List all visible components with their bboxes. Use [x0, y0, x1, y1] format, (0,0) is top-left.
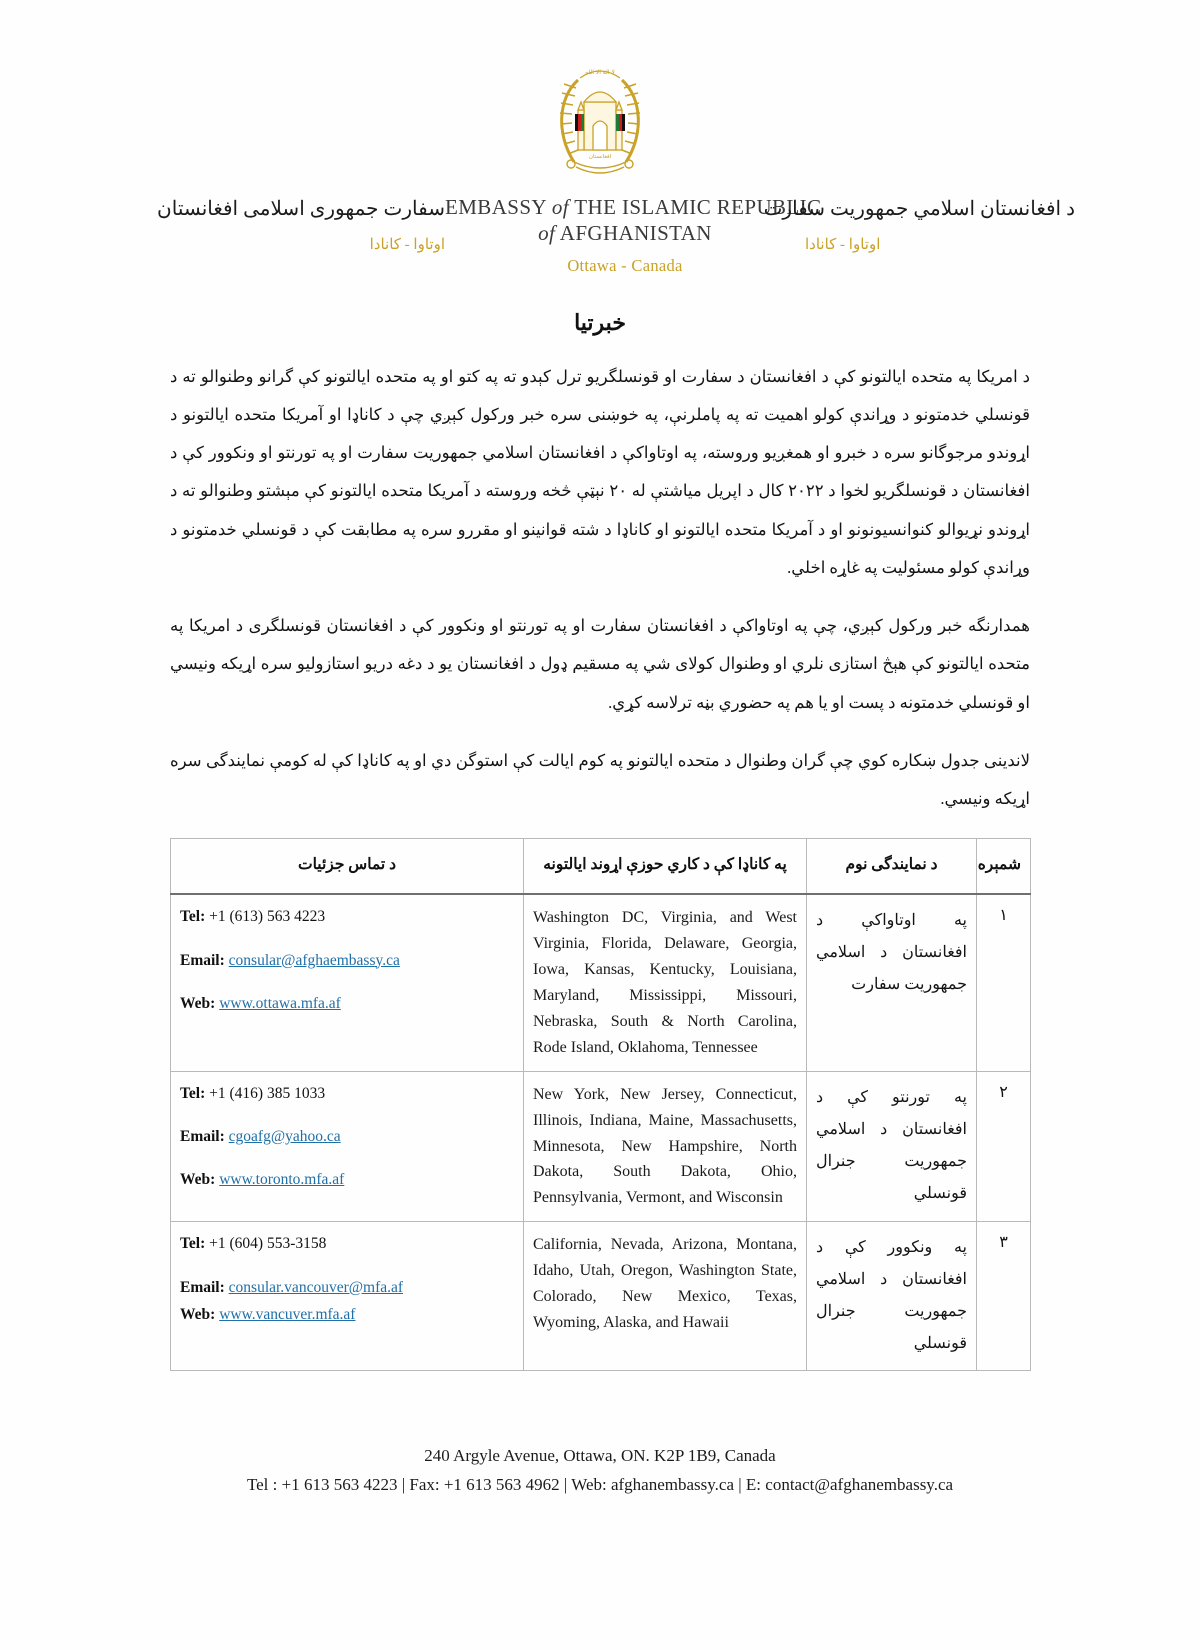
- table-row: [171, 894, 1031, 1071]
- letterhead-english-line1: EMBASSY of THE ISLAMIC REPUBLIC: [445, 195, 822, 219]
- jurisdiction: Washington DC, Virginia, and West Virginia, Florida, Delaware, Georgia, Iowa, Kansas, Kentucky, Louisiana, Maryland, Mississippi, Missouri, Nebraska, South & North Carolina, Rode Island, Oklahoma, Tennessee: [524, 894, 807, 1071]
- column-header-contact: د تماس جزئیات: [171, 839, 524, 894]
- web-label: Web:: [180, 1171, 216, 1189]
- representations-table: [170, 838, 1031, 1371]
- contact-web-line: [180, 1168, 514, 1191]
- tel-value: +1 (613) 563 4223: [209, 908, 326, 926]
- table-row: [171, 1071, 1031, 1222]
- row-number: ۲: [977, 1071, 1031, 1222]
- web-link[interactable]: www.ottawa.mfa.af: [219, 994, 341, 1012]
- letterhead-english-block: [445, 194, 822, 276]
- column-header-jurisdiction: په کاناډا کې د کاري حوزې اړوند ایالتونه: [524, 839, 807, 894]
- email-label: Email:: [180, 1278, 225, 1296]
- web-label: Web:: [180, 1305, 216, 1323]
- web-link[interactable]: www.vancuver.mfa.af: [219, 1305, 356, 1323]
- svg-text:افغانستان: افغانستان: [588, 154, 612, 160]
- email-label: Email:: [180, 951, 225, 969]
- web-link[interactable]: www.toronto.mfa.af: [219, 1171, 345, 1189]
- mission-name: په ونکوور کې د افغانستان د اسلامي جمهوریت جنرال قونسلي: [807, 1222, 977, 1371]
- letterhead-pashto-block: [763, 194, 1075, 257]
- jurisdiction: New York, New Jersey, Connecticut, Illinois, Indiana, Maine, Massachusetts, Minnesota, New Hampshire, North Dakota, South Dakota, Ohio, Pennsylvania, Vermont, and Wisconsin: [524, 1071, 807, 1222]
- contact-tel-line: [180, 1232, 514, 1255]
- contact-email-line: [180, 1276, 514, 1299]
- email-link[interactable]: consular@afghaembassy.ca: [228, 951, 400, 969]
- contact-details: [171, 1071, 524, 1222]
- paragraph-2: همدارنگه خبر ورکول کېږي، چې په اوتاواکې د افغانستان سفارت او په تورنتو او ونکوور کې د افغانستان قونسلگری د امریکا په متحده ایالتونو کې هېڅ استازی نلري او وطنوال کولای شي په مسقیم ډول د افغانستان یو د دغه دریو استازولیو سره اړیکه ونیسي او قونسلي خدمتونه د پست او یا هم په حضوري بڼه ترلاسه کړي.: [170, 616, 1030, 712]
- document-body: [0, 310, 1200, 819]
- email-link[interactable]: consular.vancouver@mfa.af: [228, 1278, 404, 1296]
- table-header-row: [171, 839, 1031, 894]
- afghanistan-national-emblem-icon: [540, 58, 660, 188]
- column-header-number: شمېره: [977, 839, 1031, 894]
- row-number: ۳: [977, 1222, 1031, 1371]
- contact-web-line: [180, 992, 514, 1015]
- tel-label: Tel:: [180, 1235, 206, 1253]
- svg-text:لا اله الا الله: لا اله الا الله: [585, 69, 615, 76]
- letterhead-titles: [0, 194, 1200, 276]
- row-number: ۱: [977, 894, 1031, 1071]
- table-row: [171, 1222, 1031, 1371]
- tel-value: +1 (604) 553-3158: [209, 1235, 327, 1253]
- contact-tel-line: [180, 1082, 514, 1105]
- contact-details: [171, 1222, 524, 1371]
- footer-address: 240 Argyle Avenue, Ottawa, ON. K2P 1B9, Canada: [424, 1446, 776, 1466]
- representations-table-wrapper: [0, 838, 1200, 1371]
- contact-details: [171, 894, 524, 1071]
- letterhead-pashto-title: د افغانستان اسلامي جمهوریت سفارت: [763, 198, 1075, 220]
- web-label: Web:: [180, 994, 216, 1012]
- contact-tel-line: [180, 905, 514, 928]
- letterhead-pashto-subtitle: اوتاوا - کانادا: [805, 237, 881, 253]
- column-header-mission-name: د نمایندگی نوم: [807, 839, 977, 894]
- letterhead-arabic-title: سفارت جمهوری اسلامی افغانستان: [157, 198, 445, 220]
- contact-web-line: [180, 1303, 514, 1326]
- paragraph-1: د امریکا په متحده ایالتونو کې د افغانستان د سفارت او قونسلگریو ترل کېدو ته په کتو او په متحده ایالتونو کې گرانو وطنوالو ته د قونسلي خدمتونو د وړاندې کولو اهمیت ته په پاملرنې، په خوښنی سره خبر ورکول کېږي چې د کاناډا او آمریکا متحده ایالتونو د اړوندو مرجوگانو سره د خبرو او همغږیو وروسته، په اوتاواکې د افغانستان اسلامي جمهوریت سفارت او په تورنتو او ونکوور کې د افغانستان د قونسلگریو لخوا د ۲۰۲۲ کال د اپریل میاشتې له ۲۰ نېټې څخه وروسته د آمریکا متحده ایالتونو کې مېشتو وطنوالو ته د اړوندو نړیوالو کنوانسیونونو او د آمریکا متحده ایالتونو او کاناډا د شته قوانینو او مقررو سره په مطابقت کې د قونسلي خدمتونو د وړاندې کولو مسئولیت په غاړه اخلي.: [170, 366, 1030, 577]
- jurisdiction: California, Nevada, Arizona, Montana, Idaho, Utah, Oregon, Washington State, Colorado, New Mexico, Texas, Wyoming, Alaska, and Hawaii: [524, 1222, 807, 1371]
- email-link[interactable]: cgoafg@yahoo.ca: [228, 1128, 341, 1145]
- letterhead: [0, 0, 1200, 276]
- mission-name: په تورنتو کې د افغانستان د اسلامي جمهوریت جنرال قونسلي: [807, 1071, 977, 1222]
- tel-value: +1 (416) 385 1033: [209, 1084, 326, 1102]
- mission-name: په اوتاواکې د افغانستان د اسلامي جمهوریت سفارت: [807, 894, 977, 1071]
- page-title: خبرتیا: [574, 309, 626, 335]
- letterhead-city-country: Ottawa - Canada: [567, 255, 683, 275]
- tel-label: Tel:: [180, 1084, 206, 1102]
- contact-email-line: [180, 1125, 514, 1148]
- page-footer: [0, 1442, 1200, 1500]
- paragraph-3: لاندینی جدول ښکاره کوي چې گران وطنوال د متحده ایالتونو په کوم ایالت کې استوگن دي او په کاناډا کې له کومې نمایندگی سره اړیکه ونیسي.: [170, 750, 1030, 809]
- letterhead-arabic-block: [157, 194, 445, 257]
- email-label: Email:: [180, 1128, 225, 1145]
- footer-contact: Tel : +1 613 563 4223 | Fax: +1 613 563 4962 | Web: afghanembassy.ca | E: contact@afghanembassy.ca: [246, 1475, 954, 1495]
- letterhead-arabic-subtitle: اوتاوا - کانادا: [369, 237, 445, 253]
- contact-email-line: [180, 949, 514, 972]
- tel-label: Tel:: [180, 908, 206, 926]
- letterhead-english-line2: of AFGHANISTAN: [538, 221, 712, 246]
